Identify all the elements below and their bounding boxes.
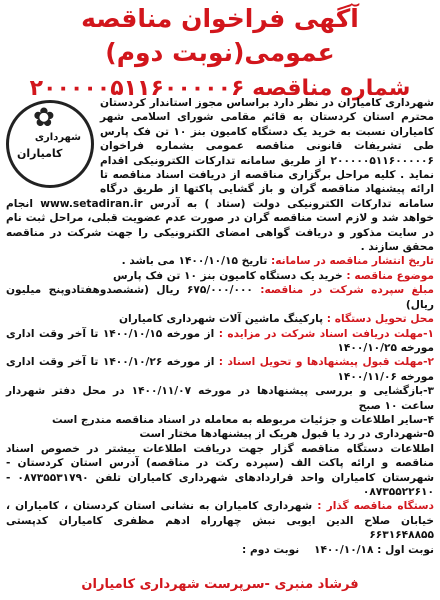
setad-website-link[interactable]: www.setadiran.ir (40, 197, 143, 210)
item1-value: از مورخه ۱۴۰۰/۱۰/۱۵ تا آخر وقت اداری مورخه ۱۴۰۰/۱۰/۲۵ (6, 327, 434, 354)
intro-text: شهرداری کامیاران در نظر دارد براساس مجوز استاندار کردستان محترم استان کردستان به قائم مقامی شورای اسلامی شهر کامیاران نسبت به خرید یک دستگاه کامیون بنز ۱۰ تن فک پارس طی تشریفات قانونی مناقصه عمومی بشماره فراخوان ۲۰۰۰۰۰۵۱۱۶۰۰۰۰۰۶ از طریق سامانه تدارکات الکترونیکی اقدام نماید . کلیه مراحل برگزاری مناقصه از دریافت اسناد مناقصه تا ارائه پیشنهاد مناقصه گران و باز گشایی پاکتها از طریق درگاه سامانه تدارکات الکترونیکی دولت (ستاد ) به آدرس (100, 97, 434, 210)
organizer-label: دستگاه مناقصه گذار : (317, 500, 434, 513)
flower-emblem-icon: ✿ (33, 103, 55, 133)
organizer-value: شهرداری کامیاران به نشانی استان کردستان ، کامیاران ، خیابان صلاح الدین ایوبی نبش چهارراه ادهم مظفری کامیاران کدپستی ۶۶۳۱۶۴۸۸۵۵ (6, 500, 434, 542)
notice-title: آگهی فراخوان مناقصه عمومی(نوبت دوم) (81, 4, 359, 67)
subject-row (6, 269, 434, 283)
item5-row: ۵-شهرداری در رد یا قبول هریک از پیشنهادها مختار است (139, 428, 434, 441)
item2-value: از مورخه ۱۴۰۰/۱۰/۲۶ تا آخر وقت اداری مورخه ۱۴۰۰/۱۱/۰۶ (6, 356, 434, 383)
delivery-label: محل تحویل دستگاه : (326, 313, 434, 326)
notice-header (0, 0, 440, 101)
delivery-row (6, 312, 434, 326)
deposit-row (6, 283, 434, 312)
signature: فرشاد منبری -سرپرست شهرداری کامیاران (81, 577, 359, 592)
municipality-logo (6, 100, 94, 188)
contact-row: اطلاعات دستگاه مناقصه گزار جهت دریافت اطلاعات بیشتر در خصوص اسناد مناقصه و ارائه پاکت الف (سپرده رکت در مناقصه) آدرس استان کردستان - شهرستان کامیاران واحد قراردادهای شهرداری کامیاران تلفن ۰۸۷۳۵۵۳۱۷۹۰ - ۰۸۷۳۵۵۲۲۶۱۰ (6, 442, 434, 498)
logo-text-bottom: کامیاران (17, 147, 63, 160)
tender-number: شماره مناقصه ۲۰۰۰۰۰۵۱۱۶۰۰۰۰۰۶ (29, 76, 411, 101)
item3-row: ۳-بازگشایی و بررسی پیشنهادها در مورخه ۱۴۰۰/۱۱/۰۷ در محل دفتر شهردار ساعت ۱۰ صبح (6, 385, 434, 412)
item1-row (6, 327, 434, 356)
publication-dates-row (6, 543, 434, 557)
subject-label: موضوع مناقصه : (346, 269, 434, 282)
publish-date-label: تاریخ انتشار مناقصه در سامانه: (271, 255, 434, 268)
notice-body (6, 96, 434, 557)
item2-label: ۲-مهلت قبول پیشنهادها و تحویل اسناد : (218, 356, 434, 369)
publish-date-value: تاریخ ۱۴۰۰/۱۰/۱۵ می باشد . (121, 255, 268, 268)
delivery-value: پارکینگ ماشین آلات شهرداری کامیاران (118, 313, 324, 326)
deposit-value: ۶۷۵/۰۰۰/۰۰۰ ریال (ششصدوهفتادوپنج میلیون ریال) (6, 284, 434, 311)
item2-row (6, 355, 434, 384)
logo-text-top: شهرداری (34, 132, 81, 143)
publish-date-row (6, 254, 434, 268)
deposit-label: مبلغ سپرده شرکت در مناقصه: (260, 284, 434, 297)
item4-row: ۴-سایر اطلاعات و جزئیات مربوطه به معامله در اسناد مناقصه مندرج است (51, 413, 434, 426)
first-round-date: نوبت اول : ۱۴۰۰/۱۰/۱۸ (314, 543, 434, 556)
organizer-row (6, 499, 434, 542)
item1-label: ۱-مهلت دریافت اسناد شرکت در مزایده : (218, 327, 434, 340)
subject-value: خرید یک دستگاه کامیون بنز ۱۰ تن فک پارس (112, 269, 343, 282)
intro-end-text: انجام خواهد شد و لازم است مناقصه گران در صورت عدم عضویت قبلی، مراحل ثبت نام در سایت مذکور و دریافت گواهی امضای الکترونیکی را جهت شرکت در مناقصه محقق سازند . (6, 197, 434, 254)
second-round-date: نوبت دوم : (242, 543, 300, 556)
